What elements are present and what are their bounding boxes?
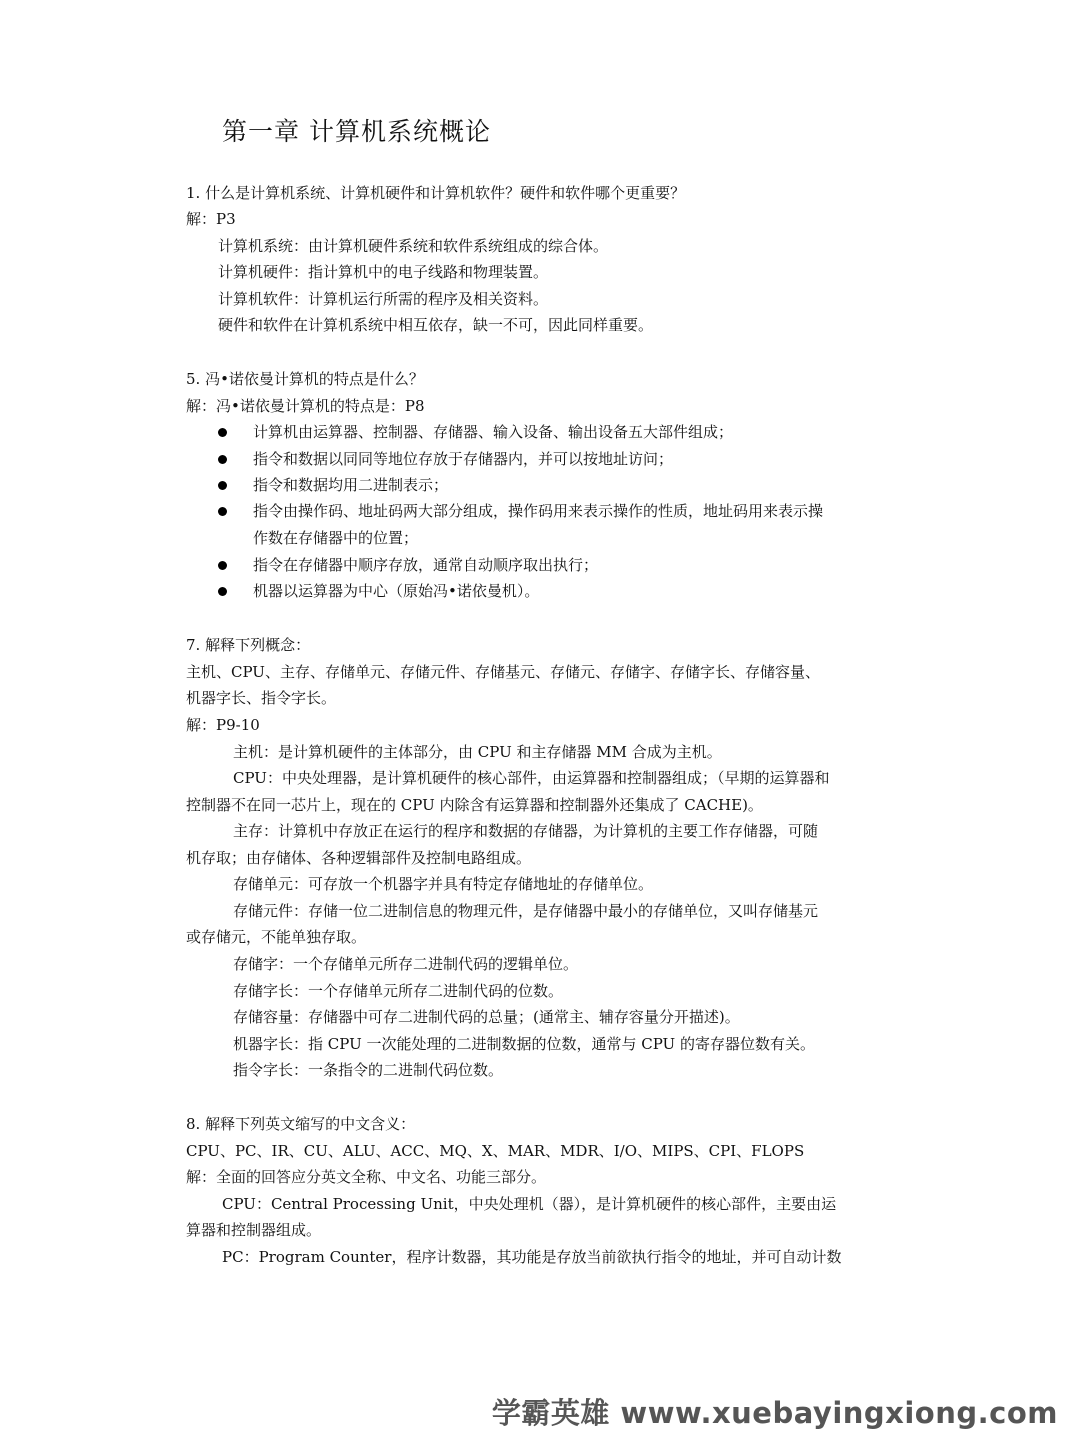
- watermark: 学霸英雄 www.xuebayingxiong.com: [491, 1396, 1058, 1430]
- q8-line: PC：Program Counter，程序计数器，其功能是存放当前欲执行指令的地址，并可自动计数: [222, 1248, 842, 1266]
- q7-line: 机存取；由存储体、各种逻辑部件及控制电路组成。: [186, 849, 532, 867]
- q5-bullet-item: 机器以运算器为中心（原始冯•诺依曼机）。: [253, 582, 540, 600]
- q8-answer-ref: 解：全面的回答应分英文全称、中文名、功能三部分。: [186, 1168, 547, 1186]
- q8-line: CPU：Central Processing Unit，中央处理机（器），是计算机硬件的核心部件，主要由运: [222, 1195, 837, 1213]
- q7-line: 存储容量：存储器中可存二进制代码的总量；(通常主、辅存容量分开描述)。: [233, 1008, 740, 1026]
- bullet-icon: [218, 561, 227, 570]
- q7-line: 存储元件：存储一位二进制信息的物理元件，是存储器中最小的存储单位，又叫存储基元: [233, 902, 819, 920]
- q7-line: 存储单元：可存放一个机器字并具有特定存储地址的存储单位。: [233, 875, 654, 893]
- q7-answer-ref: 解：P9-10: [186, 716, 260, 734]
- q7-line: 机器字长：指 CPU 一次能处理的二进制数据的位数，通常与 CPU 的寄存器位数有关。: [233, 1035, 815, 1053]
- q5-bullet-item: 指令在存储器中顺序存放，通常自动顺序取出执行；: [253, 556, 599, 574]
- q7-line: 存储字：一个存储单元所存二进制代码的逻辑单位。: [233, 955, 579, 973]
- q7-line: 主机：是计算机硬件的主体部分，由 CPU 和主存储器 MM 合成为主机。: [233, 743, 722, 761]
- q7-terms: 机器字长、指令字长。: [186, 689, 337, 707]
- q7-line: 或存储元，不能单独存取。: [186, 928, 367, 946]
- q5-bullet-item: 指令和数据以同同等地位存放于存储器内，并可以按地址访问；: [253, 450, 674, 468]
- bullet-icon: [218, 428, 227, 437]
- bullet-icon: [218, 455, 227, 464]
- q5-bullet-item-cont: 作数在存储器中的位置；: [253, 529, 419, 547]
- q1-line: 计算机软件：计算机运行所需的程序及相关资料。: [218, 290, 549, 308]
- q5-bullet-item: 指令由操作码、地址码两大部分组成，操作码用来表示操作的性质，地址码用来表示操: [253, 502, 824, 520]
- q7-line: 控制器不在同一芯片上，现在的 CPU 内除含有运算器和控制器外还集成了 CACHE)。: [186, 796, 763, 814]
- q5-bullet-item: 指令和数据均用二进制表示；: [253, 476, 449, 494]
- q7-question: 7. 解释下列概念：: [186, 636, 311, 654]
- chapter-title: 第一章 计算机系统概论: [222, 117, 491, 146]
- q1-line: 计算机硬件：指计算机中的电子线路和物理装置。: [218, 263, 549, 281]
- q8-abbrevs: CPU、PC、IR、CU、ALU、ACC、MQ、X、MAR、MDR、I/O、MIPS、CPI、FLOPS: [186, 1142, 805, 1160]
- q1-line: 硬件和软件在计算机系统中相互依存，缺一不可，因此同样重要。: [218, 316, 654, 334]
- q7-line: 主存：计算机中存放正在运行的程序和数据的存储器，为计算机的主要工作存储器，可随: [233, 822, 819, 840]
- q1-question: 1. 什么是计算机系统、计算机硬件和计算机软件？硬件和软件哪个更重要？: [186, 184, 686, 202]
- q5-bullet-item: 计算机由运算器、控制器、存储器、输入设备、输出设备五大部件组成；: [253, 423, 734, 441]
- bullet-icon: [218, 481, 227, 490]
- q5-question: 5. 冯•诺依曼计算机的特点是什么？: [186, 370, 424, 388]
- q8-line: 算器和控制器组成。: [186, 1221, 322, 1239]
- q7-line: 存储字长：一个存储单元所存二进制代码的位数。: [233, 982, 564, 1000]
- q1-answer-ref: 解：P3: [186, 210, 236, 228]
- q7-line: 指令字长：一条指令的二进制代码位数。: [233, 1061, 504, 1079]
- bullet-icon: [218, 507, 227, 516]
- q5-answer-ref: 解：冯•诺依曼计算机的特点是：P8: [186, 397, 425, 415]
- q7-terms: 主机、CPU、主存、存储单元、存储元件、存储基元、存储元、存储字、存储字长、存储容量、: [186, 663, 820, 681]
- q7-line: CPU：中央处理器，是计算机硬件的核心部件，由运算器和控制器组成；（早期的运算器和: [233, 769, 830, 787]
- q1-line: 计算机系统：由计算机硬件系统和软件系统组成的综合体。: [218, 237, 609, 255]
- q8-question: 8. 解释下列英文缩写的中文含义：: [186, 1115, 416, 1133]
- bullet-icon: [218, 587, 227, 596]
